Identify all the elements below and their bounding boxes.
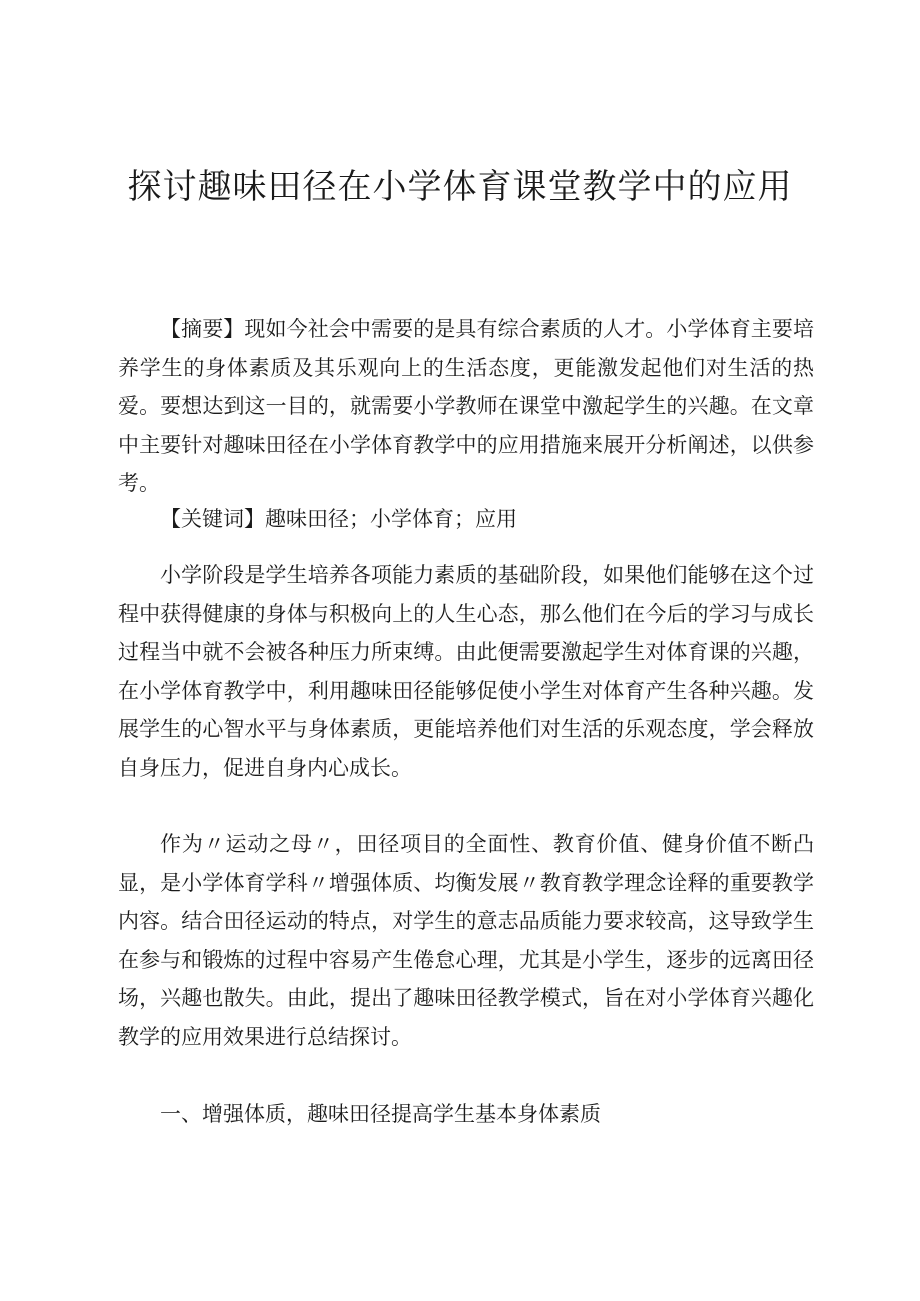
- section-heading: 一、增强体质，趣味田径提高学生基本身体素质: [160, 1102, 601, 1126]
- body-paragraph: 小学阶段是学生培养各项能力素质的基础阶段，如果他们能够在这个过程中获得健康的身体与积极向上的人生心态，那么他们在今后的学习与成长过程当中就不会被各种压力所束缚。由此便需要激起学生对体育课的兴趣，在小学体育教学中，利用趣味田径能够促使小学生对体育产生各种兴趣。发展学生的心智水平与身体素质，更能培养他们对生活的乐观态度，学会释放自身压力，促进自身内心成长。: [118, 563, 814, 780]
- keywords-paragraph: 【关键词】趣味田径；小学体育；应用: [160, 507, 517, 531]
- document-title: 探讨趣味田径在小学体育课堂教学中的应用: [127, 167, 793, 207]
- body-paragraph: 作为〃运动之母〃，田径项目的全面性、教育价值、健身价值不断凸显，是小学体育学科〃增强体质、均衡发展〃教育教学理念诠释的重要教学内容。结合田径运动的特点，对学生的意志品质能力要求较高，这导致学生在参与和锻炼的过程中容易产生倦怠心理，尤其是小学生，逐步的远离田径场，兴趣也散失。由此，提出了趣味田径教学模式，旨在对小学体育兴趣化教学的应用效果进行总结探讨。: [118, 832, 814, 1049]
- abstract-paragraph: 【摘要】现如今社会中需要的是具有综合素质的人才。小学体育主要培养学生的身体素质及其乐观向上的生活态度，更能激发起他们对生活的热爱。要想达到这一目的，就需要小学教师在课堂中激起学生的兴趣。在文章中主要针对趣味田径在小学体育教学中的应用措施来展开分析阐述，以供参考。: [118, 317, 814, 495]
